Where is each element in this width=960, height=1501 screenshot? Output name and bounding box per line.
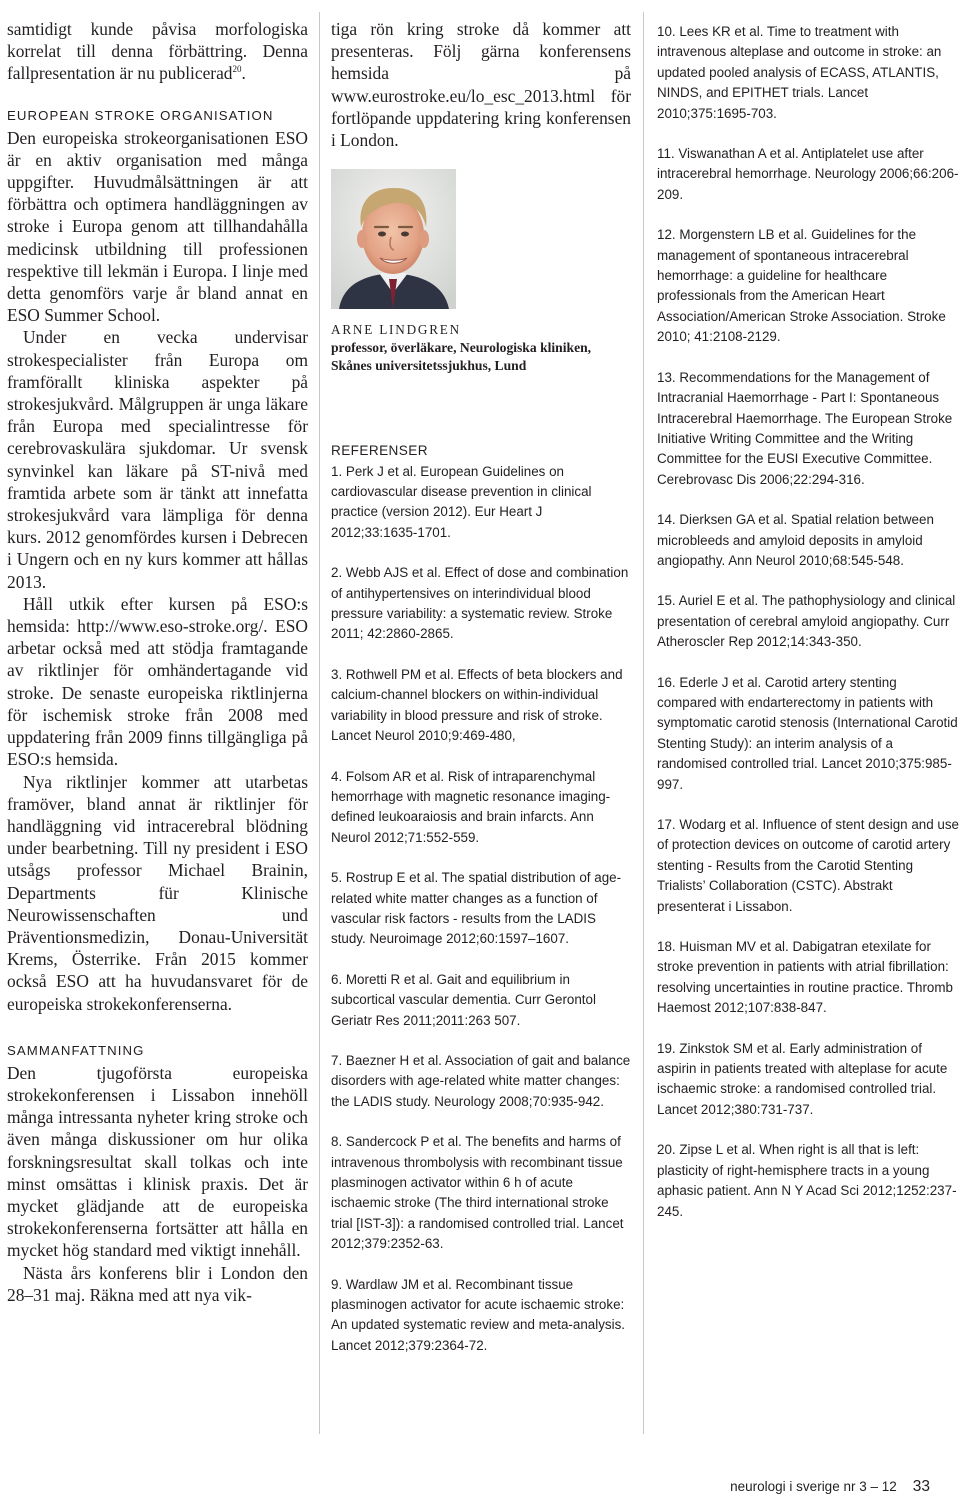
column-1 [7,0,308,1306]
reference-item: 19. Zinkstok SM et al. Early administration of aspirin in patients treated with alteplase for acute ischaemic stroke: a randomised controlled trial. Lancet 2012;380:731-737. [657,1040,948,1117]
page-number: 33 [912,1478,930,1495]
intro-paragraph [7,18,308,85]
eso-heading: EUROPEAN STROKE ORGANISATION [7,107,274,123]
reference-item: 4. Folsom AR et al. Risk of intraparenchymal hemorrhage with magnetic resonance imaging-defined leukoaraiosis and brain infarcts. Ann Neurol 2012;71:552-559. [331,768,611,845]
reference-item: 12. Morgenstern LB et al. Guidelines for the management of spontaneous intracerebral hemorrhage: a guideline for healthcare professionals from the American Heart Association/American Stroke Association. Stroke 2010; 41:2108-2129. [657,227,946,345]
reference-item: 17. Wodarg et al. Influence of stent design and use of protection devices on outcome of carotid artery stenting - Results from the Carotid Stenting Trialists’ Collaboration (CSTC). Abstrakt presenterat i Lissabon. [657,817,959,914]
page-footer [730,1478,930,1496]
reference-superscript: 20 [232,64,242,75]
reference-item: 10. Lees KR et al. Time to treatment with intravenous alteplase and outcome in stroke: an updated pooled analysis of ECASS, ATLANTIS, NINDS, and EPITHET trials. Lancet 2010;375:1695-703. [657,24,942,121]
eso-paragraph-3: Håll utkik efter kursen på ESO:s hemsida: http://www.eso-stroke.org/. ESO arbetar också med att stödja framtagande av riktlinjer för omhändertagande vid stroke. De senaste europeiska riktlinjerna för ischemisk stroke från 2008 med uppdatering från 2009 finns tillgängliga på ESO:s hemsida. [7,593,308,770]
intro-text: samtidigt kunde påvisa morfologiska korrelat till denna förbättring. Denna fallpresentation är nu publicerad [7,19,308,84]
reference-item: 7. Baezner H et al. Association of gait and balance disorders with age-related white matter changes: the LADIS study. Neurology 2008;70:935-942. [331,1052,631,1109]
intro-end: . [241,63,246,84]
reference-item: 14. Dierksen GA et al. Spatial relation between microbleeds and amyloid deposits in amyloid angiopathy. Ann Neurol 2010;68:545-548. [657,512,934,568]
eso-paragraph-1: Den europeiska strokeorganisationen ESO är en aktiv organisation med många uppgifter. Huvudmålsättningen är att förbättra och optimera handläggningen av stroke i Europa genom att tillhandahålla medicinsk utbildning till professionen respektive till lekmän i Europa. I linje med detta genomförs varje år bland annat en ESO Summer School. [7,127,308,326]
journal-name: neurologi i sverige nr 3 – 12 [730,1479,897,1494]
reference-item: 20. Zipse L et al. When right is all that is left: plasticity of right-hemisphere tracts in a young aphasic patient. Ann N Y Acad Sci 2012;1252:237-245. [657,1142,957,1219]
summary-paragraph-2: Nästa års konferens blir i London den 28–31 maj. Räkna med att nya vik- [7,1262,308,1305]
author-role: professor, överläkare, Neurologiska kliniken, Skånes universitetssjukhus, Lund [331,340,592,374]
reference-item: 18. Huisman MV et al. Dabigatran etexilate for stroke prevention in patients with atrial fibrillation: resolving uncertainties in routine practice. Thromb Haemost 2012;107:838-847. [657,939,953,1016]
reference-item: 5. Rostrup E et al. The spatial distribution of age-related white matter changes as a function of vascular risk factors - results from the LADIS study. Neuroimage 2012;60:1597–1607. [331,870,622,947]
column-divider [319,12,320,1434]
reference-item: 16. Ederle J et al. Carotid artery stenting compared with endarterectomy in patients with symptomatic carotid stenosis (International Carotid Stenting Study): an interim analysis of a randomised controlled trial. Lancet 2010;375:985-997. [657,674,958,792]
reference-item: 1. Perk J et al. European Guidelines on cardiovascular disease prevention in clinical practice (version 2012). Eur Heart J 2012;33:1635-1701. [331,463,592,540]
reference-item: 2. Webb AJS et al. Effect of dose and combination of antihypertensives on interindividual blood pressure variability: a systematic review. Stroke 2011; 42:2860-2865. [331,565,629,642]
reference-item: 15. Auriel E et al. The pathophysiology and clinical presentation of cerebral amyloid angiopathy. Curr Atheroscler Rep 2012;14:343-350. [657,593,956,650]
reference-item: 6. Moretti R et al. Gait and equilibrium in subcortical vascular dementia. Curr Gerontol Geriatr Res 2011;2011:263 507. [331,971,596,1028]
eso-paragraph-4: Nya riktlinjer kommer att utarbetas framöver, bland annat är riktlinjer för handläggning vid intracerebral blödning under bearbetning. Till ny president i ESO utsågs professor Michael Brainin, Departments für Klinische Neurowissenschaften und Präventionsmedizin, Donau-Universität Krems, Österrike. Från 2015 kommer också ESO att ha huvudansvaret för de europeiska strokekonferenserna. [7,771,308,1014]
column-divider [643,12,644,1434]
column-2 [331,0,631,1356]
summary-paragraph-1: Den tjugoförsta europeiska strokekonferensen i Lissabon innehöll många intressanta nyheter kring stroke och även många diskussioner om hur olika forskningsresultat skall tolkas och inte minst omsättas i klinisk praxis. Det är mycket glädjande att de europeiska strokekonferenserna fortsätter att hålla en mycket hög standard med viktigt innehåll. [7,1062,308,1261]
reference-item: 9. Wardlaw JM et al. Recombinant tissue plasminogen activator for acute ischaemic stroke: An updated systematic review and meta-analysis. Lancet 2012;379:2364-72. [331,1276,625,1353]
reference-item: 8. Sandercock P et al. The benefits and harms of intravenous thrombolysis with recombinant tissue plasminogen activator within 6 h of acute ischaemic stroke (The third international stroke trial [IST-3]): a randomised controlled trial. Lancet 2012;379:2352-63. [331,1134,624,1252]
continuation-paragraph: tiga rön kring stroke då kommer att presenteras. Följ gärna konferensens hemsida på www.eurostroke.eu/lo_esc_2013.html för fortlöpande uppdatering kring konferensen i London. [331,19,631,151]
column-3 [657,0,959,1222]
author-name: ARNE LINDGREN [331,322,461,338]
references-heading: REFERENSER [331,443,428,459]
reference-item: 13. Recommendations for the Management of Intracranial Haemorrhage - Part I: Spontaneous Intracerebral Haemorrhage. The European Stroke Initiative Writing Committee and the Writing Committee for the EUSI Executive Committee. Cerebrovasc Dis 2006;22:294-316. [657,369,953,487]
eso-paragraph-2: Under en vecka undervisar strokespecialister från Europa om framförallt kliniska aspekter på strokesjukvård. Målgruppen är unga läkare från Europa med specialintresse för cerebrovaskulära sjukdomar. Ur svensk synvinkel kan läkare på ST-nivå med framtida arbete som är tänkt att innefatta strokesjukvård vara lämpliga för denna kurs. 2012 genomfördes kursen i Debrecen i Ungern och en ny kurs kommer att hållas 2013. [7,327,308,592]
reference-item: 3. Rothwell PM et al. Effects of beta blockers and calcium-channel blockers on within-individual variability in blood pressure and risk of stroke. Lancet Neurol 2010;9:469-480, [331,666,623,744]
summary-heading: SAMMANFATTNING [7,1042,145,1058]
author-photo [331,169,456,309]
reference-item: 11. Viswanathan A et al. Antiplatelet use after intracerebral hemorrhage. Neurology 2006;66:206-209. [657,146,959,202]
